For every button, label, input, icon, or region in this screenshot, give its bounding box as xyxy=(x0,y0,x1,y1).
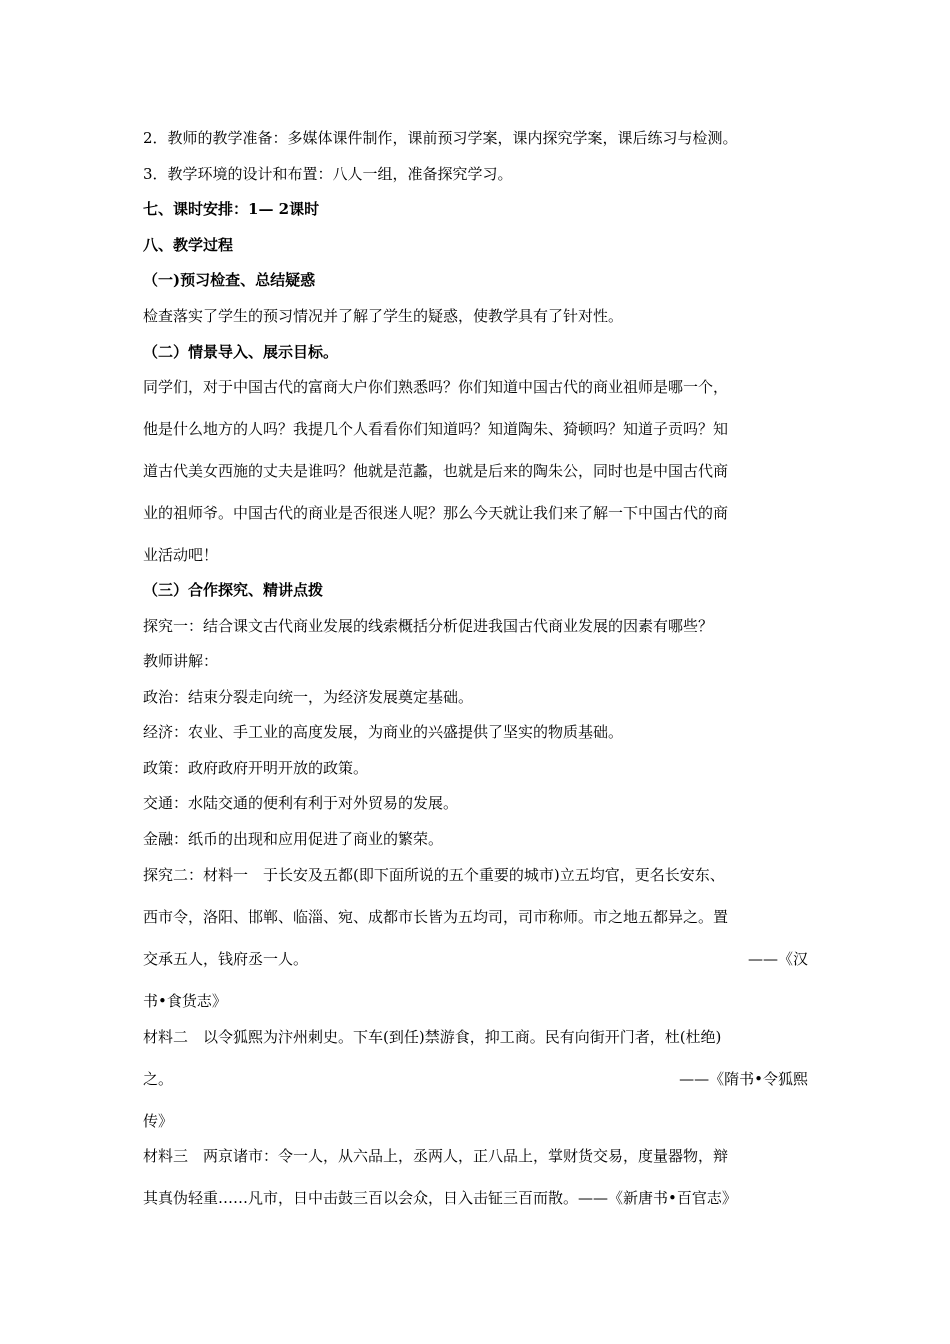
intro-line-3: 道古代美女西施的丈夫是谁吗？他就是范蠡，也就是后来的陶朱公，同时也是中国古代商 xyxy=(143,462,729,480)
subheading-preview-check: （一)预习检查、总结疑惑 xyxy=(143,271,316,289)
intro-line-1: 同学们，对于中国古代的富商大户你们熟悉吗？你们知道中国古代的商业祖师是哪一个， xyxy=(143,378,729,396)
material-one-line-3: 交承五人，钱府丞一人。 xyxy=(143,950,309,968)
factor-transport: 交通：水陆交通的便利有利于对外贸易的发展。 xyxy=(143,794,459,812)
factor-politics: 政治：结束分裂走向统一，为经济发展奠定基础。 xyxy=(143,688,474,706)
material-one-source: ——《汉 xyxy=(747,950,808,968)
teacher-explanation-label: 教师讲解： xyxy=(143,652,219,670)
material-three-line-1: 材料三 两京诸市：令一人，从六品上，丞两人，正八品上，掌财货交易，度量器物，辩 xyxy=(143,1147,729,1165)
section-heading-process: 八、教学过程 xyxy=(143,236,234,254)
material-two-line-1: 材料二 以令狐熙为汴州刺史。下车(到任)禁游食，抑工商。民有向街开门者，杜(杜绝) xyxy=(143,1028,722,1046)
prep-item-3: 3．教学环境的设计和布置：八人一组，准备探究学习。 xyxy=(143,165,513,183)
intro-line-5: 业活动吧！ xyxy=(143,546,219,564)
intro-line-4: 业的祖师爷。中国古代的商业是否很迷人呢？那么今天就让我们来了解一下中国古代的商 xyxy=(143,504,729,522)
material-one-source-cont: 书•食货志》 xyxy=(143,992,227,1010)
material-one-line-1: 探究二：材料一 于长安及五都(即下面所说的五个重要的城市)立五均官，更名长安东、 xyxy=(143,866,725,884)
factor-policy: 政策：政府政府开明开放的政策。 xyxy=(143,759,369,777)
material-two-source-cont: 传》 xyxy=(143,1112,174,1130)
subheading-cooperative-inquiry: （三）合作探究、精讲点拨 xyxy=(143,581,324,599)
section-heading-schedule: 七、课时安排：1— 2课时 xyxy=(143,200,320,218)
material-two-source: ——《隋书•令狐熙 xyxy=(679,1070,808,1088)
subheading-scenario-intro: （二）情景导入、展示目标。 xyxy=(143,343,339,361)
factor-finance: 金融：纸币的出现和应用促进了商业的繁荣。 xyxy=(143,830,444,848)
material-one-line-2: 西市令，洛阳、邯郸、临淄、宛、成都市长皆为五均司，司市称师。市之地五都异之。置 xyxy=(143,908,729,926)
prep-item-2: 2．教师的教学准备：多媒体课件制作，课前预习学案，课内探究学案，课后练习与检测。 xyxy=(143,129,738,147)
inquiry-one-question: 探究一：结合课文古代商业发展的线索概括分析促进我国古代商业发展的因素有哪些？ xyxy=(143,617,714,635)
intro-line-2: 他是什么地方的人吗？我提几个人看看你们知道吗？知道陶朱、猗顿吗？知道子贡吗？知 xyxy=(143,420,729,438)
factor-economy: 经济：农业、手工业的高度发展，为商业的兴盛提供了坚实的物质基础。 xyxy=(143,723,624,741)
paragraph-preview-check: 检查落实了学生的预习情况并了解了学生的疑惑，使教学具有了针对性。 xyxy=(143,307,624,325)
material-three-line-2: 其真伪轻重……凡市，日中击鼓三百以会众，日入击钲三百而散。——《新唐书•百官志》 xyxy=(143,1189,737,1207)
material-two-line-2: 之。 xyxy=(143,1070,174,1088)
